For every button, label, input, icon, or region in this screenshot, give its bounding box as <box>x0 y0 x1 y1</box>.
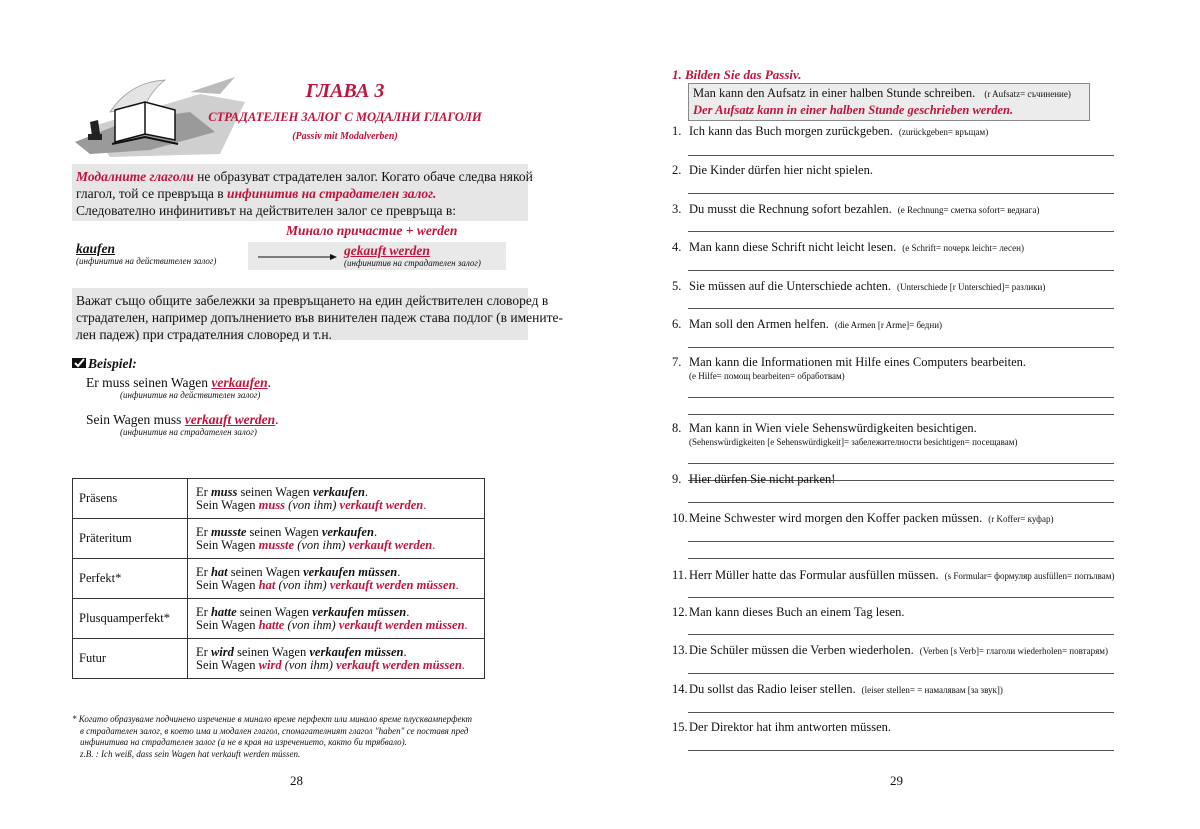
intro-line-1-text: не образуват страдателен залог. Когато обаче следва някой <box>193 169 533 184</box>
active-line: Er hat seinen Wagen verkaufen müssen. <box>196 564 401 579</box>
exercise-item <box>672 317 942 332</box>
answer-line[interactable] <box>688 750 1114 751</box>
active-line: Er wird seinen Wagen verkaufen müssen. <box>196 644 407 659</box>
exercise-note: (e Schrift= почерк leicht= лесен) <box>902 243 1024 253</box>
exercise-number: 6. <box>672 317 682 331</box>
tense-cell <box>73 479 188 519</box>
table-row <box>73 599 485 639</box>
answer-line[interactable] <box>688 231 1114 232</box>
exercise-item <box>672 124 988 139</box>
exercise-sentence: Ich kann das Buch morgen zurückgeben. <box>689 124 893 138</box>
example-cell <box>188 639 485 679</box>
answer-line[interactable] <box>688 414 1114 415</box>
answer-line[interactable] <box>688 558 1114 559</box>
exercise-sentence: Der Direktor hat ihm antworten müssen. <box>689 720 892 734</box>
exercise-note: (e Hilfe= помощ bearbeiten= обработвам) <box>689 371 845 381</box>
passive-line: Sein Wagen musste (von ihm) verkauft werden. <box>196 537 436 552</box>
exercise-number: 13. <box>672 643 688 657</box>
example-2-text: Sein Wagen muss <box>86 412 185 427</box>
exercise-item <box>672 202 1039 217</box>
answer-line[interactable] <box>688 634 1114 635</box>
footnote-line: * Когато образуваме подчинено изречение в минало време перфект или минало време плусквамперфект <box>72 714 473 724</box>
exercise-note: (die Armen [r Arme]= бедни) <box>834 320 943 330</box>
passive-infinitive: gekauft werden <box>344 243 430 258</box>
passive-infinitive-note: (инфинитив на страдателен залог) <box>344 258 481 268</box>
tense-table <box>72 478 485 679</box>
active-line: Er musste seinen Wagen verkaufen. <box>196 524 378 539</box>
exercise-note: (e Rechnung= сметка sofort= веднага) <box>897 205 1040 215</box>
exercise-note: (s Formular= формуляр ausfüllen= попълвам) <box>944 571 1115 581</box>
active-infinitive: kaufen <box>76 241 116 256</box>
arrow-right-icon <box>258 252 338 262</box>
exercise-number: 4. <box>672 240 682 254</box>
exercise-sentence: Hier dürfen Sie nicht parken! <box>689 472 836 486</box>
exercise-item <box>672 472 835 487</box>
answer-line[interactable] <box>688 502 1114 503</box>
footnote-line: инфинитива на страдателен залог (а не в края на изречението, както би трябвало). <box>80 737 407 747</box>
model-note: (r Aufsatz= съчинение) <box>984 89 1071 99</box>
exercise-number: 2. <box>672 163 682 177</box>
exercise-sentence: Man kann diese Schrift nicht leicht lesen. <box>689 240 897 254</box>
exercise-number: 12. <box>672 605 688 619</box>
answer-line[interactable] <box>688 193 1114 194</box>
tense-cell <box>73 599 188 639</box>
answer-line[interactable] <box>688 712 1114 713</box>
intro-modal-verbs: Модалните глаголи <box>76 169 194 184</box>
example-1-dot: . <box>267 375 272 390</box>
tense-cell <box>73 519 188 559</box>
answer-line[interactable] <box>688 463 1114 464</box>
footnote-line: в страдателен залог, в което има и модален глагол, спомагателният глагол "haben" се поставя пред <box>80 725 469 736</box>
active-infinitive-note: (инфинитив на действителен залог) <box>76 256 217 266</box>
exercise-sentence: Du sollst das Radio leiser stellen. <box>689 682 856 696</box>
tense-cell <box>73 639 188 679</box>
table-row <box>73 639 485 679</box>
example-1-note: (инфинитив на действителен залог) <box>120 390 261 400</box>
exercise-sentence: Die Schüler müssen die Verben wiederholen. <box>689 643 914 657</box>
exercise-item <box>672 240 1024 255</box>
chapter-subtitle-german: (Passiv mit Modalverben) <box>292 131 398 142</box>
answer-line[interactable] <box>688 673 1114 674</box>
chapter-title: ГЛАВА 3 <box>305 80 385 102</box>
page-number-left: 28 <box>290 773 303 788</box>
exercise-number: 15. <box>672 720 688 734</box>
exercise-number: 5. <box>672 279 682 293</box>
exercise-note: (Sehenswürdigkeiten [e Sehenswürdigkeit]= забележителности besichtigen= посещавам) <box>689 437 1018 447</box>
example-cell <box>188 559 485 599</box>
tense-label: Futur <box>79 651 107 665</box>
exercise-sentence: Herr Müller hatte das Formular ausfüllen müssen. <box>689 568 939 582</box>
exercise-note: (leiser stellen= = намалявам [за звук]) <box>861 685 1003 695</box>
checkmark-icon <box>72 357 88 369</box>
answer-line[interactable] <box>688 597 1114 598</box>
exercise-number: 1. <box>672 124 682 138</box>
exercise-note: (Verben [s Verb]= глаголи wiederholen= повтарям) <box>919 646 1109 656</box>
model-sentence <box>693 86 1071 101</box>
task-title: 1. Bilden Sie das Passiv. <box>672 67 802 82</box>
model-answer: Der Aufsatz kann in einer halben Stunde geschrieben werden. <box>693 103 1014 117</box>
exercise-sentence: Man soll den Armen helfen. <box>689 317 829 331</box>
exercise-item <box>672 720 891 735</box>
example-2-note: (инфинитив на страдателен залог) <box>120 427 257 437</box>
exercise-number: 10. <box>672 511 688 525</box>
tense-label: Perfekt* <box>79 571 122 585</box>
exercise-item <box>672 279 1045 294</box>
example-1-text: Er muss seinen Wagen <box>86 375 212 390</box>
intro-passive-infinitive: инфинитив на страдателен залог. <box>227 186 437 201</box>
answer-line[interactable] <box>688 541 1114 542</box>
table-row <box>73 519 485 559</box>
exercise-note: (r Koffer= куфар) <box>988 514 1054 524</box>
tense-cell <box>73 559 188 599</box>
exercise-number: 8. <box>672 421 682 435</box>
footnote-line: z.B. : Ich weiß, dass sein Wagen hat verkauft werden müssen. <box>80 748 301 759</box>
remarks-line-3: лен падеж) при страдателния словоред и т.н. <box>76 327 332 342</box>
chapter-subtitle: СТРАДАТЕЛЕН ЗАЛОГ С МОДАЛНИ ГЛАГОЛИ <box>208 110 482 124</box>
exercise-number: 3. <box>672 202 682 216</box>
tense-label: Präteritum <box>79 531 132 545</box>
exercise-sentence: Man kann in Wien viele Sehenswürdigkeiten besichtigen. <box>689 421 977 435</box>
active-line: Er hatte seinen Wagen verkaufen müssen. <box>196 604 410 619</box>
exercise-sentence: Die Kinder dürfen hier nicht spielen. <box>689 163 873 177</box>
intro-line-1 <box>76 168 533 185</box>
intro-line-2-text: глагол, той се превръща в <box>76 186 228 201</box>
answer-line[interactable] <box>688 308 1114 309</box>
exercise-number: 7. <box>672 355 682 369</box>
exercise-sentence: Sie müssen auf die Unterschiede achten. <box>689 279 892 293</box>
exercise-item <box>672 568 1114 583</box>
example-1-verb: verkaufen <box>211 375 268 390</box>
tense-label: Plusquamperfekt* <box>79 611 170 625</box>
example-cell <box>188 519 485 559</box>
exercise-note: (zurückgeben= връщам) <box>898 127 989 137</box>
exercise-number: 9. <box>672 472 682 486</box>
exercise-number: 14. <box>672 682 688 696</box>
exercise-number: 11. <box>672 568 688 582</box>
intro-line-2 <box>76 185 436 202</box>
exercise-sentence: Man kann die Informationen mit Hilfe eines Computers bearbeiten. <box>689 355 1027 369</box>
exercise-item <box>672 682 1003 697</box>
remarks-line-2: страдателен, например допълнението във винителен падеж става подлог (в имените- <box>76 310 563 325</box>
answer-line[interactable] <box>688 155 1114 156</box>
model-sentence-text: Man kann den Aufsatz in einer halben Stunde schreiben. <box>693 86 976 100</box>
tense-label: Präsens <box>79 491 118 505</box>
example-cell <box>188 479 485 519</box>
passive-line: Sein Wagen muss (von ihm) verkauft werden. <box>196 497 427 512</box>
table-row <box>73 559 485 599</box>
intro-line-3: Следователно инфинитивът на действителен залог се превръща в: <box>76 203 456 218</box>
answer-line[interactable] <box>688 347 1114 348</box>
exercise-sentence: Meine Schwester wird morgen den Koffer packen müssen. <box>689 511 983 525</box>
answer-line[interactable] <box>688 397 1114 398</box>
page-number-right: 29 <box>890 773 903 788</box>
example-1 <box>86 374 271 391</box>
exercise-item <box>672 421 1017 447</box>
exercise-item <box>672 163 873 178</box>
exercise-item <box>672 643 1108 658</box>
passive-line: Sein Wagen hatte (von ihm) verkauft werden müssen. <box>196 617 468 632</box>
exercise-item <box>672 605 905 620</box>
remarks-line-1: Важат също общите забележки за превръщането на един действителен словоред в <box>76 293 549 308</box>
beispiel-label: Beispiel: <box>88 356 137 371</box>
exercise-item <box>672 511 1053 526</box>
example-cell <box>188 599 485 639</box>
example-2-verb: verkauft werden <box>184 412 276 427</box>
formula: Минало причастие + werden <box>286 223 458 238</box>
example-2 <box>86 411 279 428</box>
exercise-sentence: Man kann dieses Buch an einem Tag lesen. <box>689 605 905 619</box>
active-line: Er muss seinen Wagen verkaufen. <box>196 484 369 499</box>
example-2-dot: . <box>275 412 279 427</box>
exercise-note: (Unterschiede [r Unterschied]= разлики) <box>897 282 1046 292</box>
passive-line: Sein Wagen wird (von ihm) verkauft werden müssen. <box>196 657 465 672</box>
exercise-sentence: Du musst die Rechnung sofort bezahlen. <box>689 202 892 216</box>
passive-line: Sein Wagen hat (von ihm) verkauft werden müssen. <box>196 577 459 592</box>
footnote <box>72 714 542 760</box>
answer-line[interactable] <box>688 270 1114 271</box>
table-row <box>73 479 485 519</box>
exercise-item <box>672 355 1026 381</box>
